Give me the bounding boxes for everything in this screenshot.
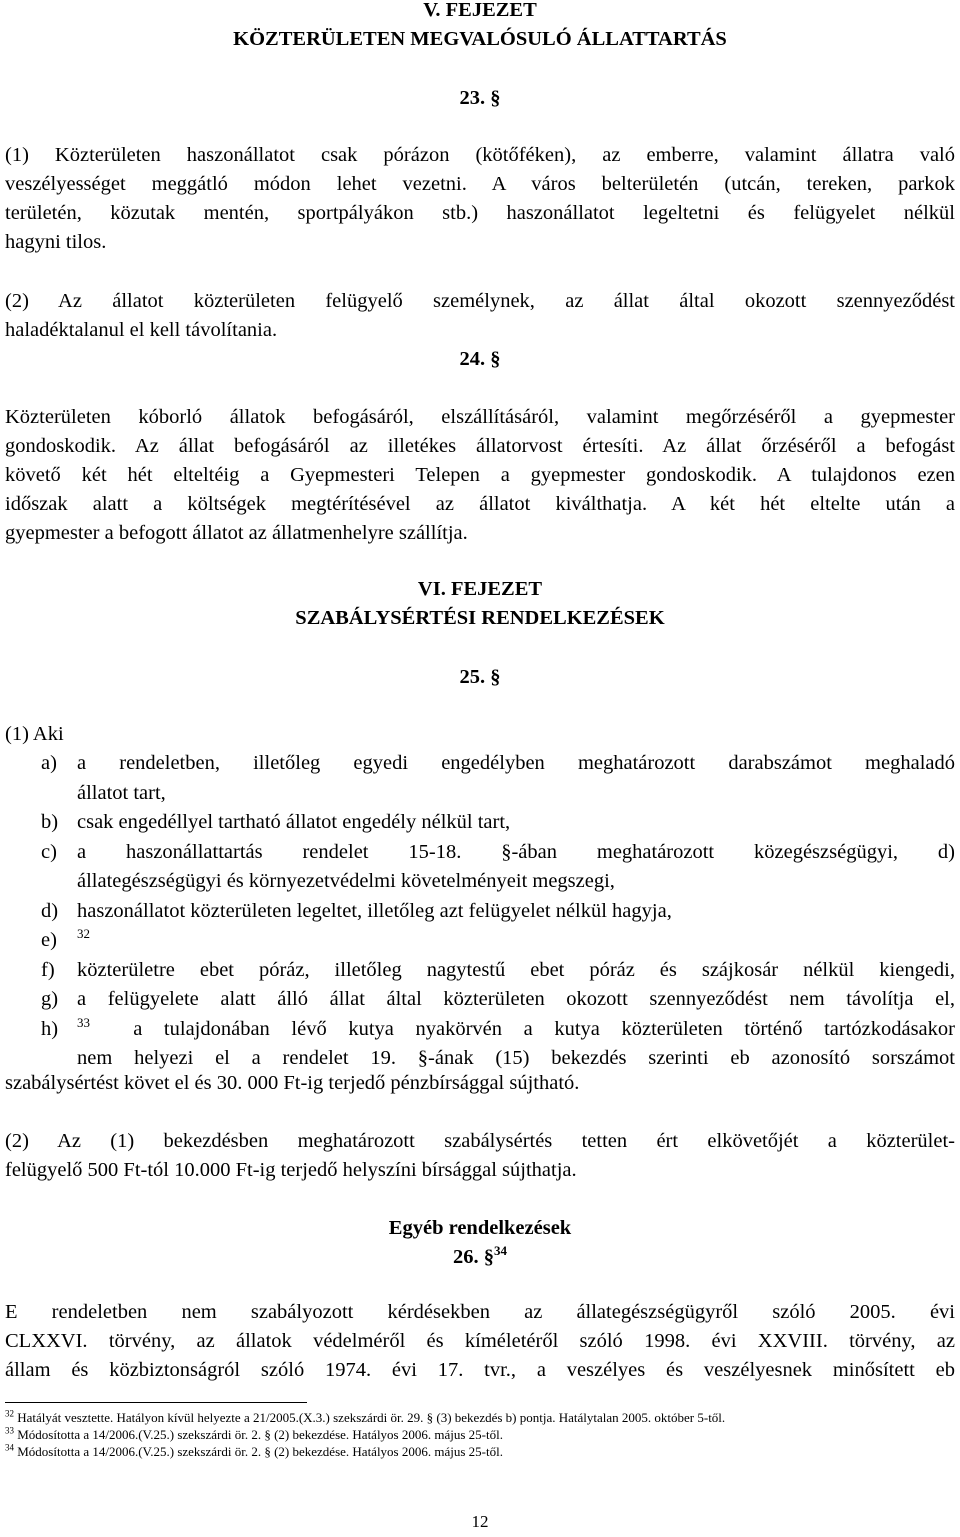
list-item-text: nem helyezi el a rendelet 19. §-ának (15) bekezdés szerinti eb azonosító sorszámot	[77, 1047, 955, 1069]
paragraph-line: E rendeletben nem szabályozott kérdésekben az állategészségügyről szóló 2005. évi	[5, 1301, 955, 1323]
footnote-text: Módosította a 14/2006.(V.25.) szekszárdi ör. 2. § (2) bekezdése. Hatályos 2006. május 25-től.	[17, 1444, 503, 1459]
footnote-reference: 32	[77, 926, 90, 942]
list-item-label: h)	[41, 1017, 59, 1040]
footnote-reference: 33	[77, 1014, 90, 1030]
list-item	[5, 749, 955, 808]
list-item-label: c)	[41, 840, 57, 863]
list-item-text: $^{33}$ a tulajdonában lévő kutya nyakörvén a kutya közterületen történő tartózkodásakor	[77, 1014, 955, 1040]
list-item-label: d)	[41, 899, 59, 922]
list-item-text: csak engedéllyel tartható állatot engedély nélkül tart,	[77, 811, 511, 833]
paragraph-line: Közterületen kóborló állatok befogásáról, elszállításáról, valamint megőrzéséről a gyepmester	[5, 406, 955, 428]
footnote-text: Módosította a 14/2006.(V.25.) szekszárdi ör. 2. § (2) bekezdése. Hatályos 2006. május 25-től.	[17, 1427, 503, 1442]
list-item-text: közterületre ebet póráz, illetőleg nagytestű ebet póráz és szájkosár nélkül kiengedi,	[77, 958, 955, 981]
list-item	[5, 838, 955, 897]
footnote	[5, 1443, 955, 1460]
section-26-subtitle: Egyéb rendelkezések	[388, 1217, 572, 1239]
list-item-text: a rendeletben, illetőleg egyedi engedélyben meghatározott darabszámot meghaladó	[77, 752, 955, 774]
section-26-paragraph	[5, 1298, 955, 1385]
list-item-label: b)	[41, 811, 59, 833]
paragraph-line: állam és közbiztonságról szóló 1974. évi 17. tvr., a veszélyes és veszélyesnek minősített eb	[5, 1359, 955, 1381]
paragraph-line: időszak alatt a költségek megtérítésével az állatot kiválthatja. A két hét eltelte után a	[5, 493, 955, 515]
section-25-intro: (1) Aki	[5, 723, 64, 745]
list-item	[5, 985, 955, 1015]
paragraph-line: haladéktalanul el kell távolítania.	[5, 319, 278, 341]
chapter-5-title: KÖZTERÜLETEN MEGVALÓSULÓ ÁLLATTARTÁS	[233, 28, 727, 50]
list-item-label: a)	[41, 752, 57, 774]
document-page	[5, 0, 955, 1537]
footnote	[5, 1409, 955, 1426]
footnote	[5, 1426, 955, 1443]
footnote-number: 32	[5, 1408, 14, 1419]
footnote-reference: 34	[494, 1243, 507, 1259]
list-item	[5, 956, 955, 986]
chapter-5-number: V. FEJEZET	[423, 0, 537, 21]
section-25-item-list	[5, 749, 955, 1074]
section-25-closing: szabálysértést követ el és 30. 000 Ft-ig terjedő pénzbírsággal sújtható.	[5, 1072, 580, 1094]
footnote-text: Hatályát vesztette. Hatályon kívül helyezte a 21/2005.(X.3.) szekszárdi ör. 29. § (3) bekezdés b) pontja. Hatálytalan 2005. október 5-től.	[17, 1410, 726, 1425]
chapter-6-title: SZABÁLYSÉRTÉSI RENDELKEZÉSEK	[295, 607, 665, 629]
page-number: 12	[471, 1512, 489, 1531]
section-26-heading: 26. §$^{34}$	[453, 1243, 507, 1268]
list-item-label: g)	[41, 988, 59, 1010]
paragraph-line: gyepmester a befogott állatot az állatmenhelyre szállítja.	[5, 522, 468, 544]
footnote-separator	[5, 1402, 307, 1403]
list-item	[5, 897, 955, 927]
section-25-heading: 25. §	[459, 666, 501, 688]
section-23-paragraph-1	[5, 141, 955, 257]
paragraph-line: gondoskodik. Az állat befogásáról az illetékes állatorvost értesíti. Az állat őrzéséről a befogást	[5, 435, 955, 457]
list-item	[5, 808, 955, 838]
list-item-text: a haszonállattartás rendelet 15-18. §-ában meghatározott közegészségügyi, d)	[77, 840, 955, 863]
section-23-paragraph-2	[5, 287, 955, 345]
section-25-paragraph-2	[5, 1127, 955, 1185]
paragraph-line: veszélyességet meggátló módon lehet vezetni. A város belterületén (utcán, tereken, parkok	[5, 173, 955, 195]
footnote-number: 34	[5, 1442, 14, 1453]
chapter-5-heading	[5, 0, 955, 54]
chapter-6-heading	[5, 575, 955, 633]
list-item-text: állategészségügyi és környezetvédelmi követelményeit megszegi,	[77, 870, 615, 892]
paragraph-line: (2) Az (1) bekezdésben meghatározott szabálysértés tetten ért elkövetőjét a közterület-	[5, 1130, 955, 1152]
paragraph-line: hagyni tilos.	[5, 231, 107, 253]
list-item-text: a felügyelete alatt álló állat által közterületen okozott szennyeződést nem távolítja el,	[77, 988, 955, 1010]
chapter-6-number: VI. FEJEZET	[417, 578, 543, 600]
list-item-text	[77, 926, 955, 956]
list-item-label: e)	[41, 929, 57, 951]
paragraph-line: CLXXVI. törvény, az állatok védelméről és kíméletéről szóló 1998. évi XXVIII. törvény, az	[5, 1330, 955, 1352]
section-23-heading: 23. §	[459, 87, 501, 109]
list-item	[5, 926, 955, 956]
paragraph-line: (1) Közterületen haszonállatot csak pórázon (kötőféken), az emberre, valamint állatra való	[5, 144, 955, 166]
footnote-number: 33	[5, 1425, 14, 1436]
list-item-label: f)	[41, 958, 55, 981]
list-item-text: haszonállatot közterületen legeltet, illetőleg azt felügyelet nélkül hagyja,	[77, 899, 672, 922]
list-item	[5, 1015, 955, 1074]
section-24-heading: 24. §	[459, 348, 501, 370]
paragraph-line: követő két hét elteltéig a Gyepmesteri Telepen a gyepmester gondoskodik. A tulajdonos ezen	[5, 464, 955, 486]
paragraph-line: területén, közutak mentén, sportpályákon stb.) haszonállatot legeltetni és felügyelet nélkül	[5, 202, 955, 224]
paragraph-line: felügyelő 500 Ft-tól 10.000 Ft-ig terjedő helyszíni bírsággal sújthatja.	[5, 1159, 577, 1181]
paragraph-line: (2) Az állatot közterületen felügyelő személynek, az állat által okozott szennyeződést	[5, 290, 955, 312]
section-24-paragraph	[5, 403, 955, 548]
list-item-text: állatot tart,	[77, 781, 166, 804]
